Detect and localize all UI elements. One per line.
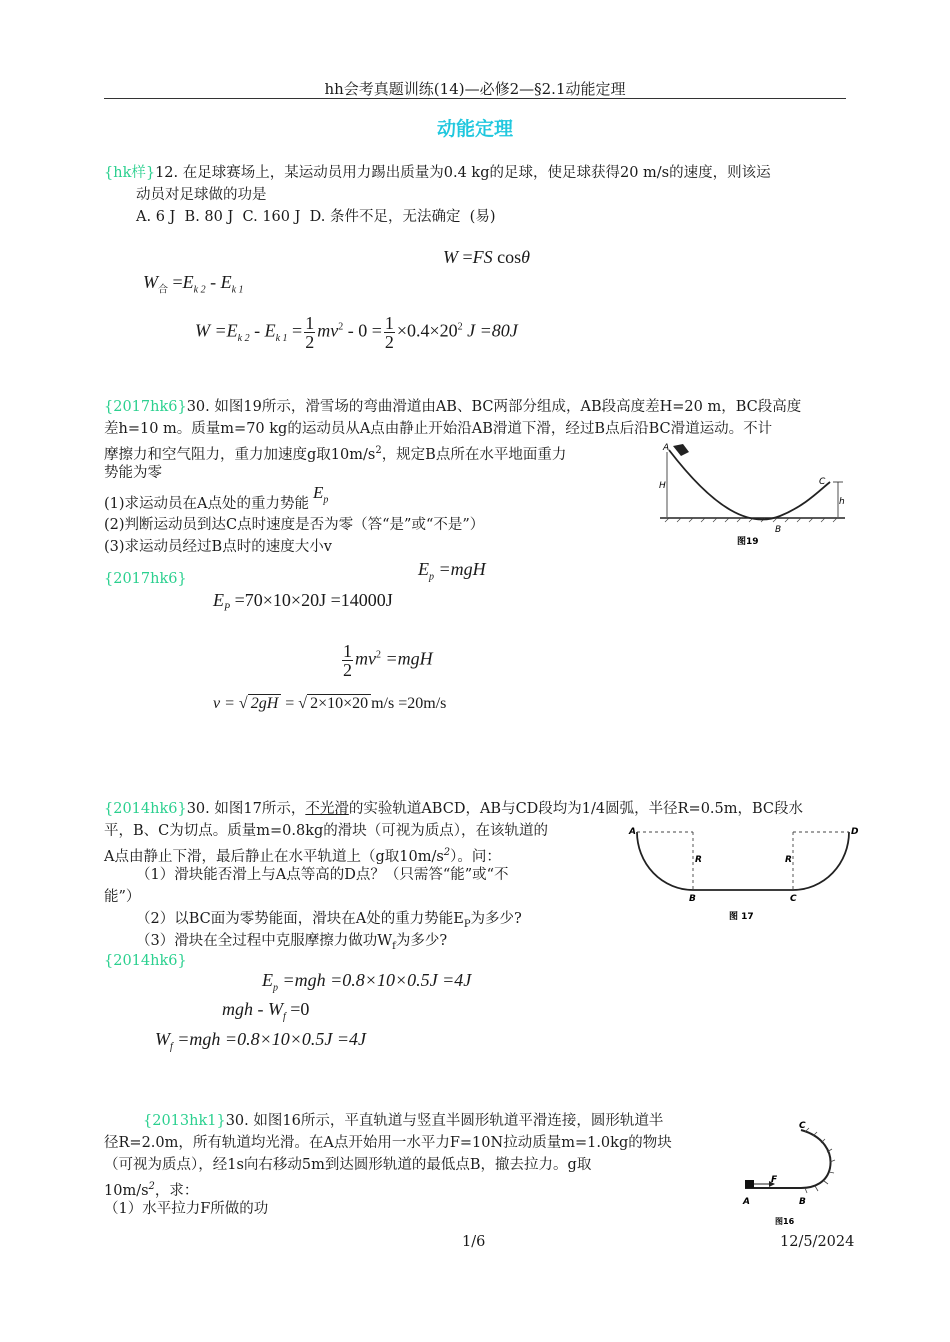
q2-line-1: {2017hk6}30. 如图19所示，滑雪场的弯曲滑道由AB、BC两部分组成，AB段高度差H=20 m，BC段高度 <box>104 399 802 415</box>
fig16-label-A: A <box>743 1197 750 1207</box>
page-title: 动能定理 <box>436 118 513 140</box>
q1-formula-work-definition: W =FS cosθ <box>443 247 530 267</box>
q4-line-1: {2013hk1}30. 如图16所示，平直轨道与竖直半圆形轨道平滑连接，圆形轨道半 <box>143 1113 664 1129</box>
figure-16-track <box>735 1118 845 1230</box>
q3-sub-2: （2）以BC面为零势能面，滑块在A处的重力势能$E_P$为多少? <box>136 911 522 930</box>
track-ABCD <box>637 832 849 890</box>
fig17-label-A: A <box>629 827 636 837</box>
q3-answer-formula-1: $E_p =mgh =0.8\times 10\times 0.5J =4J$ <box>262 970 472 994</box>
fig19-label-C: C <box>819 477 826 487</box>
q1-text-1: 12. 在足球赛场上，某运动员用力踢出质量为0.4 kg的足球，使足球获得20 m/s的速度，则该运 <box>155 165 771 181</box>
q1-tag: {hk样} <box>104 165 156 181</box>
fig16-label-B: B <box>799 1197 806 1207</box>
q3-tag: {2014hk6} <box>104 801 187 817</box>
q2-answer-formula-1: $E_p =mgH$ <box>418 559 486 583</box>
q3-underlined-term: 不光滑 <box>305 801 349 817</box>
q2-line-2: 差h=10 m。质量m=70 kg的运动员从A点由静止开始沿AB滑道下滑，经过B点后沿BC滑道运动。不计 <box>104 421 773 437</box>
fig16-label-F: F <box>771 1175 778 1185</box>
fig19-label-A: A <box>663 443 670 453</box>
block-icon <box>745 1180 754 1188</box>
fig17-caption: 图 17 <box>729 912 754 922</box>
q4-tag: {2013hk1} <box>143 1113 226 1129</box>
figure-19-ski-track <box>655 440 850 550</box>
q3-answer-tag: {2014hk6} <box>104 953 187 969</box>
figure-17-track <box>625 822 865 927</box>
q2-line-3: 摩擦力和空气阻力，重力加速度g取$10m/s^2$，规定B点所在水平地面重力 <box>104 445 567 463</box>
q1-formula-solution: $W =E_{k 2} - E_{k 1}$ = $\frac{1}{2}$ $mv^2 - 0$ = $\frac{1}{2}$ $\times 0.4\times 20^2$ J =80J <box>195 313 518 352</box>
q2-line-4: 势能为零 <box>104 465 162 481</box>
q2-answer-tag: {2017hk6} <box>104 571 187 587</box>
q2-answer-formula-3: $\frac{1}{2}$ $mv^2 =mgH$ <box>343 641 433 680</box>
q1-options: A. 6 J B. 80 J C. 160 J D. 条件不足，无法确定 (易) <box>136 209 496 225</box>
fig16-caption: 图16 <box>775 1217 795 1226</box>
q3-line-2: 平，B、C为切点。质量m=0.8kg的滑块（可视为质点），在该轨道的 <box>104 823 549 839</box>
q3-answer-formula-3: $W_f =mgh =0.8\times 10\times 0.5J =4J$ <box>155 1029 366 1053</box>
fig17-label-C: C <box>790 894 797 904</box>
q2-answer-formula-2: $E_P =70\times 10\times 20J =14000J$ <box>213 590 393 614</box>
q2-sub-1: (1)求运动员在A点处的重力势能$E_p$ <box>104 483 329 512</box>
footer-date: 12/5/2024 <box>780 1234 855 1250</box>
q3-sub-1b: 能”） <box>104 889 141 905</box>
q2-tag: {2017hk6} <box>104 399 187 415</box>
q2-sub-3: (3)求运动员经过B点时的速度大小v <box>104 539 332 555</box>
q1-formula-kinetic-theorem: $W_合 =E_{k 2} - E_{k 1}$ <box>143 272 244 296</box>
fig17-label-R-left: R <box>695 855 702 865</box>
q3-line-3: A点由静止下滑，最后静止在水平轨道上（g取$10m/s^2$）。问： <box>104 847 501 865</box>
fig19-label-B: B <box>775 525 782 535</box>
fig17-label-D: D <box>851 827 859 837</box>
q4-line-4: $10m/s^2$，求： <box>104 1181 199 1199</box>
q4-sub-1: （1）水平拉力F所做的功 <box>104 1201 269 1217</box>
q3-sub-3: （3）滑块在全过程中克服摩擦力做功$W_f$为多少? <box>136 933 448 952</box>
fig19-label-H: H <box>659 481 666 491</box>
fig17-label-B: B <box>689 894 696 904</box>
q3-sub-1a: （1）滑块能否滑上与A点等高的D点？（只需答“能”或“不 <box>136 867 509 883</box>
q1-line-1 <box>104 162 846 184</box>
q1-text-2: 动员对足球做的功是 <box>136 187 267 203</box>
page-number: 1/6 <box>462 1234 486 1250</box>
skier-icon <box>673 444 689 456</box>
page-header: hh会考真题训练(14)—必修2—§2.1动能定理 <box>324 80 626 98</box>
fig19-caption: 图19 <box>737 537 759 547</box>
q2-answer-formula-4: v = √ 2gH = √ 2×10×20 m/s =20m/s <box>213 695 447 712</box>
radius-guides <box>637 832 849 890</box>
q4-line-3: （可视为质点），经1s向右移动5m到达圆形轨道的最低点B，撤去拉力。g取 <box>104 1157 592 1173</box>
header-rule <box>104 98 846 99</box>
q2-sub-2: (2)判断运动员到达C点时速度是否为零（答“是”或“不是”） <box>104 517 485 533</box>
q3-answer-formula-2: mgh - $W_f =0$ <box>222 999 310 1023</box>
q3-line-1: {2014hk6}30. 如图17所示，不光滑的实验轨道ABCD，AB与CD段均为1/4圆弧，半径R=0.5m，BC段水 <box>104 801 804 817</box>
fig19-label-h: h <box>839 497 845 507</box>
fig16-label-C: C <box>799 1121 806 1131</box>
fig17-label-R-right: R <box>785 855 792 865</box>
q4-line-2: 径R=2.0m，所有轨道均光滑。在A点开始用一水平力F=10N拉动质量m=1.0kg的物块 <box>104 1135 672 1151</box>
track-semicircle <box>745 1130 831 1188</box>
track-curve <box>669 450 830 520</box>
